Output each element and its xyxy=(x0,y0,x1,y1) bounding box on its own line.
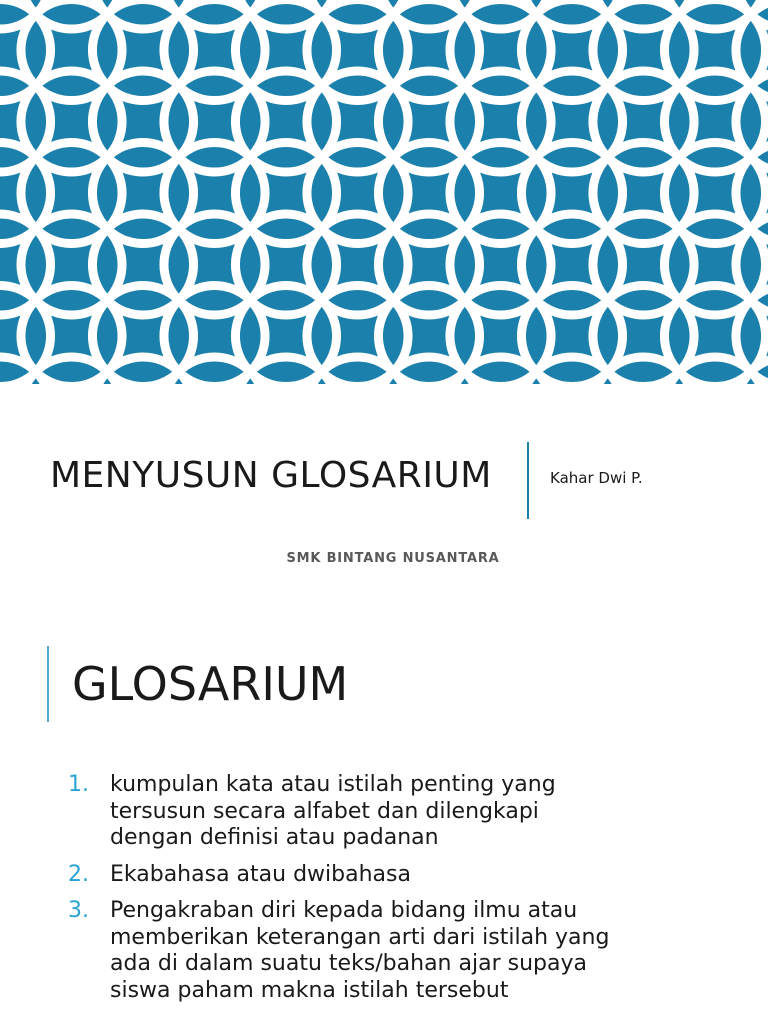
list-line: dengan definisi atau padanan xyxy=(110,825,439,850)
list-item xyxy=(0,772,768,852)
list-line: kumpulan kata atau istilah penting yang xyxy=(110,772,556,797)
list-line: siswa paham makna istilah tersebut xyxy=(110,977,509,1003)
list-number: 2. xyxy=(68,861,89,887)
numbered-list xyxy=(0,772,768,1014)
list-line: tersusun secara alfabet dan dilengkapi xyxy=(110,798,539,824)
pattern-banner xyxy=(0,0,768,384)
list-item-text xyxy=(110,862,690,889)
author-name: Kahar Dwi P. xyxy=(550,469,643,487)
list-item xyxy=(0,862,768,889)
list-line: Ekabahasa atau dwibahasa xyxy=(110,861,411,887)
list-line: ada di dalam suatu teks/bahan ajar supaya xyxy=(110,951,587,976)
list-item-text xyxy=(110,772,690,852)
list-number: 3. xyxy=(68,898,89,923)
list-item-text xyxy=(110,898,690,1004)
list-line: Pengakraban diri kepada bidang ilmu atau xyxy=(110,898,578,923)
glosarium-slide xyxy=(0,612,768,1024)
list-line: memberikan keterangan arti dari istilah yang xyxy=(110,924,610,950)
title-block xyxy=(0,384,768,612)
title-accent-bar xyxy=(47,646,49,722)
circle-pattern-image xyxy=(0,0,768,384)
slide-title: GLOSARIUM xyxy=(72,657,349,711)
list-item xyxy=(0,898,768,1004)
organization-name: SMK BINTANG NUSANTARA xyxy=(286,551,500,566)
list-number: 1. xyxy=(68,772,89,797)
title-divider xyxy=(527,442,529,519)
presentation-title: MENYUSUN GLOSARIUM xyxy=(50,455,492,496)
